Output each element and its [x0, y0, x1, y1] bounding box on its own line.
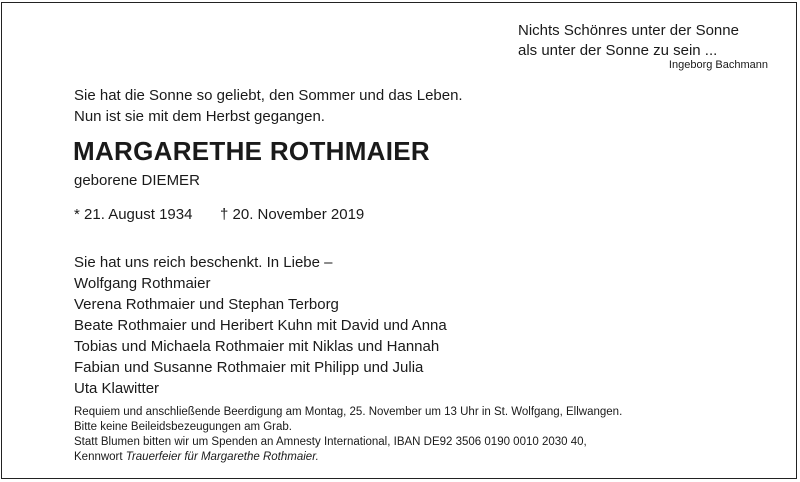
birth-date: * 21. August 1934 [74, 206, 193, 223]
notice-donations: Statt Blumen bitten wir um Spenden an Amnesty International, IBAN DE92 3506 0190 0010 2030 40, [74, 436, 587, 448]
family-lead: Sie hat uns reich beschenkt. In Liebe – [74, 254, 333, 271]
family-member: Fabian und Susanne Rothmaier mit Philipp und Julia [74, 359, 424, 376]
notice-requiem: Requiem und anschließende Beerdigung am Montag, 25. November um 13 Uhr in St. Wolfgang, Ellwangen. [74, 406, 623, 418]
notice-keyword [74, 450, 319, 466]
family-member: Tobias und Michaela Rothmaier mit Niklas und Hannah [74, 338, 440, 355]
intro-line-2: Nun ist sie mit dem Herbst gegangen. [74, 108, 325, 125]
quote-line-1: Nichts Schönres unter der Sonne [518, 22, 739, 39]
family-member: Beate Rothmaier und Heribert Kuhn mit David und Anna [74, 317, 447, 334]
family-member: Verena Rothmaier und Stephan Terborg [74, 296, 339, 313]
deceased-name: MARGARETHE ROTHMAIER [73, 136, 430, 166]
notice-keyword-prefix: Kennwort [74, 451, 126, 463]
death-date: † 20. November 2019 [220, 206, 365, 223]
notice-no-condolences: Bitte keine Beileidsbezeugungen am Grab. [74, 421, 293, 433]
quote-author: Ingeborg Bachmann [668, 59, 768, 71]
quote-line-2: als unter der Sonne zu sein ... [518, 42, 718, 59]
family-member: Uta Klawitter [74, 380, 160, 397]
birth-name: geborene DIEMER [74, 172, 200, 189]
family-member: Wolfgang Rothmaier [74, 275, 211, 292]
obituary-card [1, 2, 797, 479]
notice-keyword-italic: Trauerfeier für Margarethe Rothmaier. [125, 451, 319, 463]
intro-line-1: Sie hat die Sonne so geliebt, den Sommer und das Leben. [74, 87, 463, 104]
